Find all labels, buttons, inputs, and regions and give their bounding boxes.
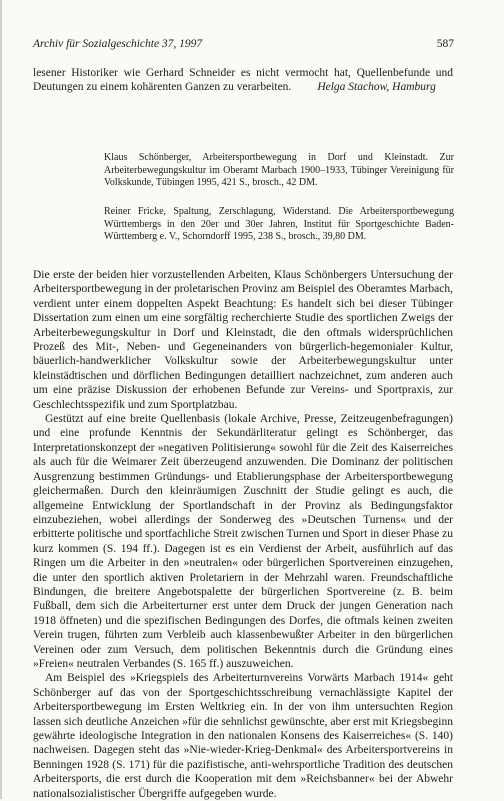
body-paragraph-3: Am Beispiel des »Kriegspiels des Arbeiterturnvereins Vorwärts Marbach 1914« geht Schönberger auf das von der Sportgeschichtsschreibung vernachlässigte Kapitel der Arbeitersportbewegung im Ersten Weltkrieg ein. In der von ihm untersuchten Region lassen sich deutliche Anzeichen »für die sehnlichst gewünschte, aber erst mit Kriegsbeginn gewährte ideologische Integration in den nationalen Konsens des Kaiserreiches« (S. 140) nachweisen. Dagegen steht das »Nie-wieder-Krieg-Denkmal« des Arbeitersportvereins in Benningen 1928 (S. 171) für die pazifistische, anti-wehrsportliche Tradition des deutschen Arbeitersports, die erst durch die Kooperation mit dem »Reichsbanner« bei der Abwehr nationalsozialistischer Übergriffe aufgegeben wurde. bbox=[33, 672, 453, 800]
reference-entry-1 bbox=[104, 152, 454, 190]
intro-text-block bbox=[33, 66, 453, 95]
review-signature: Helga Stachow, Hamburg bbox=[317, 81, 436, 94]
journal-title: Archiv für Sozialgeschichte 37, 1997 bbox=[33, 38, 203, 50]
reference-entry-2 bbox=[104, 206, 454, 244]
scan-edge-shadow bbox=[0, 0, 2, 799]
body-paragraph-2: Gestützt auf eine breite Quellenbasis (lokale Archive, Presse, Zeitzeugenbefragungen) und eine profunde Kenntnis der Sekundärliteratur gelingt es Schönberger, das Interpretationskonzept der »negativen Politisierung« sowohl für die Zeit des Kaiserreiches als auch für die Weimarer Zeit überzeugend anzuwenden. Die Dominanz der politischen Ausgrenzung bestimmen Gründungs- und Etablierungsphase der Arbeitersportbewegung gleichermaßen. Durch den kleinräumigen Zuschnitt der Studie gelingt es auch, die allgemeine Entwicklung der Sportlandschaft in der Provinz als Bedingungsfaktor einzubeziehen, wobei allerdings der Sonderweg des »Deutschen Turnens« und der erbitterte politische und sportfachliche Streit zwischen Turnen und Sport in dieser Phase zu kurz kommen (S. 194 ff.). Dagegen ist es ein Verdienst der Arbeit, ausführlich auf das Ringen um die Arbeiter in den »neutralen« oder bürgerlichen Sportvereinen einzugehen, die unter den sportlich aktiven Proletariern in der Mehrzahl waren. Freundschaftliche Bindungen, die breitere Angebotspalette der bürgerlichen Sportvereine (z. B. beim Fußball, dem sich die Arbeiterturner erst unter dem Druck der jungen Generation nach 1918 öffneten) und die spezifischen Bedingungen des Dorfes, die oftmals keinen zweiten Verein trugen, führten zum Verbleib auch klassenbewußter Arbeiter in den bürgerlichen Vereinen oder zum Versuch, dem politischen Bekenntnis durch die Gründung eines »Freien« neutralen Verbandes (S. 165 ff.) auszuweichen. bbox=[33, 413, 453, 670]
running-header bbox=[33, 38, 454, 50]
intro-text: lesener Historiker wie Gerhard Schneider es nicht vermocht hat, Quellenbefunde und Deutungen zu einem kohärenten Ganzen zu verarbeiten. bbox=[33, 67, 453, 94]
reference-text: Klaus Schönberger, Arbeitersportbewegung in Dorf und Kleinstadt. Zur Arbeiterbewegungskultur im Oberamt Marbach 1900–1933, Tübinger Vereinigung für Volkskunde, Tübingen 1995, 421 S., brosch., 42 DM. bbox=[104, 152, 454, 188]
review-body bbox=[33, 268, 453, 801]
page-number: 587 bbox=[436, 38, 454, 50]
intro-paragraph bbox=[33, 66, 453, 95]
reference-text: Reiner Fricke, Spaltung, Zerschlagung, Widerstand. Die Arbeitersportbewegung Württembergs in den 20er und 30er Jahren, Institut für Sportgeschichte Baden-Württemberg e. V., Schorndorff 1995, 238 S., brosch., 39,80 DM. bbox=[104, 206, 454, 242]
body-paragraph-1: Die erste der beiden hier vorzustellenden Arbeiten, Klaus Schönbergers Untersuchung der Arbeitersportbewegung in der proletarischen Provinz am Beispiel des Oberamtes Marbach, verdient unter einem doppelten Aspekt Beachtung: Es handelt sich bei dieser Tübinger Dissertation zum einen um eine sorgfältig recherchierte Studie des sportlichen Zweigs der Arbeiterbewegungskultur in Dorf und Kleinstadt, die den oftmals widersprüchlichen Prozeß des Mit-, Neben- und Gegeneinanders von bürgerlich-hegemonialer Kultur, bäuerlich-handwerklicher Volkskultur sowie der Arbeiterbewegungskultur unter kleinstädtischen und dörflichen Bedingungen detailliert nachzeichnet, zum anderen auch um eine präzise Diskussion der erhobenen Befunde zur Vereins- und Sportpraxis, zur Geschlechtsspezifik und zum Sportplatzbau. bbox=[33, 269, 453, 411]
